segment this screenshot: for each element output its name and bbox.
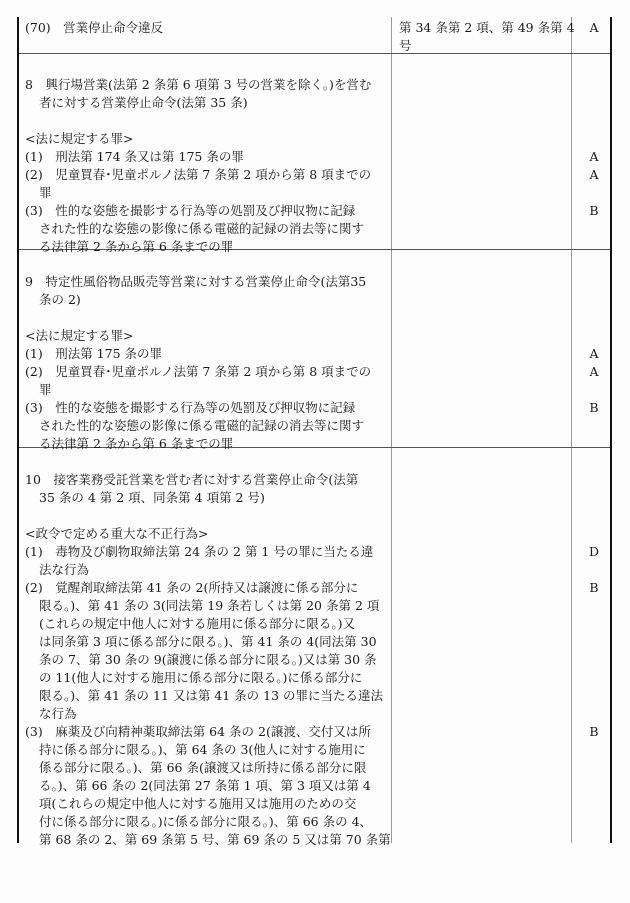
item-text [25,19,389,37]
list-item-cont: 罪 [39,382,52,397]
grade-badge: D [588,544,600,559]
grade-badge: A [589,20,599,35]
section-block [25,76,389,256]
list-item: (3) 麻薬及び向精神薬取締法第 64 条の 2(譲渡、交付又は所 [25,724,371,739]
list-item: (3) 性的な姿態を撮影する行為等の処罰及び押収物に記録 [25,203,356,218]
list-item-cont: 第 68 条の 2、第 69 条第 5 号、第 69 条の 5 又は第 70 条第 [39,832,391,847]
list-item-cont: は同条第 3 項に係る部分に限る。)、第 41 条の 4(同法第 30 [39,634,377,649]
grade-badge: B [589,203,599,218]
grade-badge: A [589,346,599,361]
column-divider [391,17,392,843]
subheading: <政令で定める重大な不正行為> [25,526,209,541]
grade-badge: B [589,724,599,739]
column-divider [571,17,572,843]
section-heading: 10 接客業務受託営業を営む者に対する営業停止命令(法第 [25,472,359,487]
section-heading: 35 条の 4 第 2 項、同条第 4 項第 2 号) [39,490,265,505]
list-item: (1) 刑法第 174 条又は第 175 条の罪 [25,149,244,164]
list-item-cont: 限る。)、第 41 条の 11 又は第 41 条の 13 の罪に当たる違法 [39,688,384,703]
list-item: (2) 児童買春･児童ポルノ法第 7 条第 2 項から第 8 項までの [25,167,372,182]
list-item-cont: る。)、第 66 条の 2(同法第 27 条第 1 項、第 3 項又は第 4 [39,778,371,793]
grade-badge: A [589,364,599,379]
list-item-cont: 条の 7、第 30 条の 9(譲渡に係る部分に限る。)又は第 30 条 [39,652,377,667]
subheading: <法に規定する罪> [25,328,134,343]
section-heading: 9 特定性風俗物品販売等営業に対する営業停止命令(法第35 [25,274,367,289]
text-line: 第 34 条第 2 項、第 49 条第 4 [399,20,575,35]
list-item-cont: な行為 [39,706,77,721]
penalty-table [17,17,612,847]
list-item-cont: 法な行為 [39,562,90,577]
text-line: (70) 営業停止命令違反 [25,20,164,35]
list-item-cont: された性的な姿態の影像に係る電磁的記録の消去等に関す [39,221,365,236]
list-item-cont: 付に係る部分に限る。)に係る部分に限る。)、第 66 条の 4、 [39,814,373,829]
list-item: (1) 刑法第 175 条の罪 [25,346,163,361]
text-line: 号 [399,38,412,53]
section-heading: 者に対する営業停止命令(法第 35 条) [39,95,248,110]
list-item-cont: る法律第 2 条から第 6 条までの罪 [39,239,234,254]
list-item: (2) 児童買春･児童ポルノ法第 7 条第 2 項から第 8 項までの [25,364,372,379]
list-item-cont: 限る。)、第 41 条の 3(同法第 19 条若しくは第 20 条第 2 項 [39,598,380,613]
spacer [25,112,389,130]
list-item-cont: (これらの規定中他人に対する施用に係る部分に限る。)又 [39,616,356,631]
list-item-cont: 持に係る部分に限る。)、第 64 条の 3(他人に対する施用に [39,742,366,757]
list-item-cont: された性的な姿態の影像に係る電磁的記録の消去等に関す [39,418,365,433]
grade-badge: A [589,149,599,164]
subheading: <法に規定する罪> [25,131,134,146]
spacer [25,507,389,525]
section-block [25,273,389,453]
grade-badge: B [589,400,599,415]
section-heading: 8 興行場営業(法第 2 条第 6 項第 3 号の営業を除く。)を営む [25,77,372,92]
list-item-cont: 罪 [39,185,52,200]
list-item: (1) 毒物及び劇物取締法第 24 条の 2 第 1 号の罪に当たる違 [25,544,374,559]
article-text [399,19,575,55]
list-item: (2) 覚醒剤取締法第 41 条の 2(所持又は譲渡に係る部分に [25,580,359,595]
list-item-cont: の 11(他人に対する施用に係る部分に限る。)に係る部分に [39,670,363,685]
list-item-cont: る法律第 2 条から第 6 条までの罪 [39,436,234,451]
list-item-cont: 項(これらの規定中他人に対する施用又は施用のための交 [39,796,357,811]
list-item-cont: 係る部分に限る。)、第 66 条(譲渡又は所持に係る部分に限 [39,760,367,775]
grade-badge: B [589,580,599,595]
grade-badge: A [589,167,599,182]
list-item: (3) 性的な姿態を撮影する行為等の処罰及び押収物に記録 [25,400,356,415]
section-heading: 条の 2) [39,292,81,307]
section-block [25,471,389,849]
spacer [25,309,389,327]
